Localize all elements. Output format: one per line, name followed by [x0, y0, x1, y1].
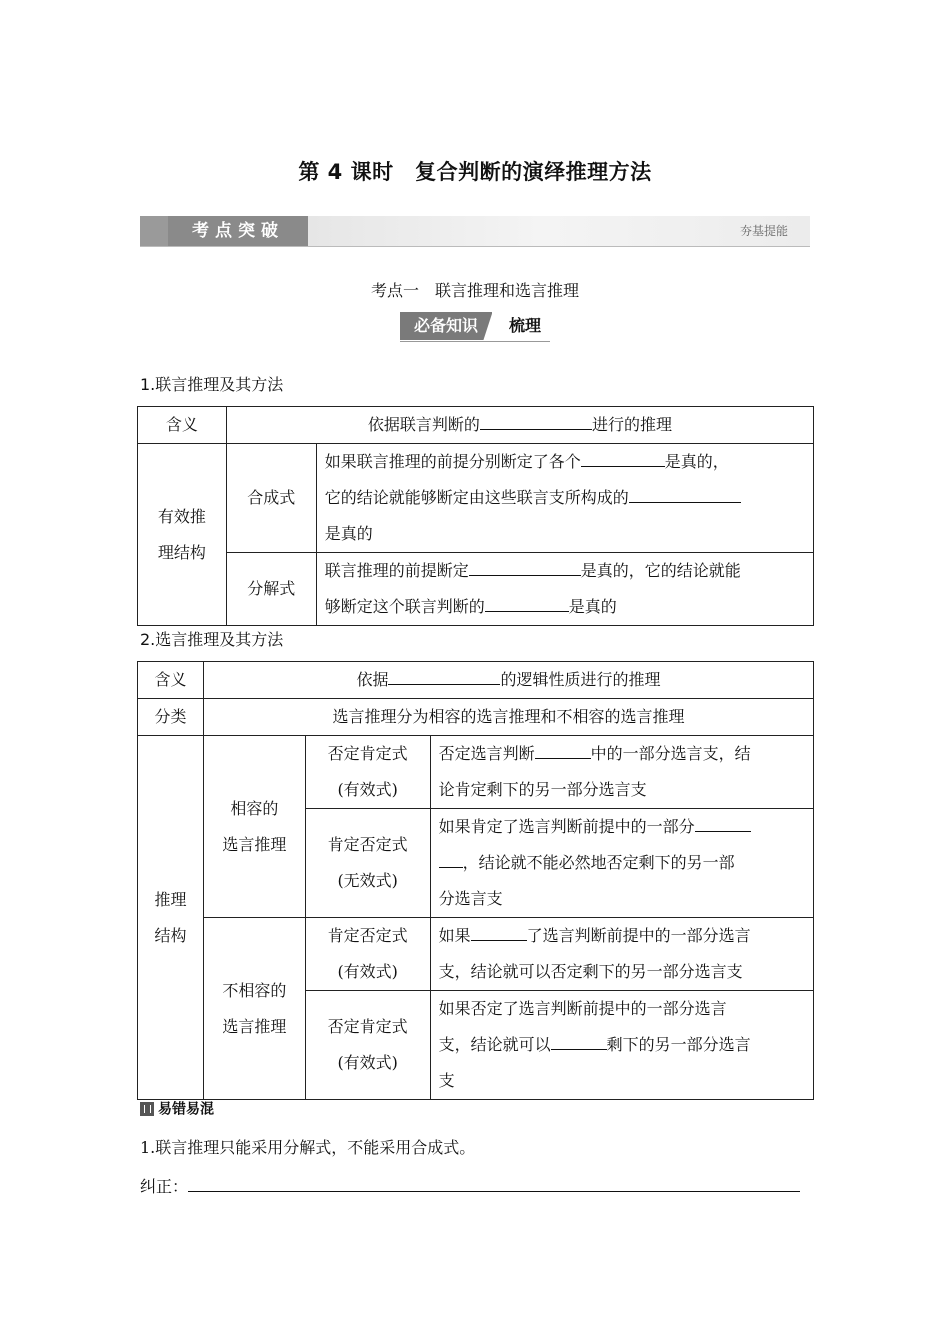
correction-blank	[188, 1173, 800, 1192]
error-prone-heading: 易错易混	[140, 1098, 214, 1119]
book-icon	[140, 1102, 154, 1116]
error-item-1: 1.联言推理只能采用分解式，不能采用合成式。	[140, 1138, 476, 1157]
section2-heading: 2.选言推理及其方法	[140, 630, 284, 649]
cell-rule-text: 如果肯定了选言判断前提中的一部分 ，结论就不能必然地否定剩下的另一部 分选言支	[430, 809, 813, 918]
cell-fenjie-label: 分解式	[226, 553, 316, 626]
cell-hecheng-label: 合成式	[226, 444, 316, 553]
cell-type: 否定肯定式 (有效式)	[305, 736, 430, 809]
cell-type: 肯定否定式 (有效式)	[305, 918, 430, 991]
banner-tab: 考点突破	[168, 216, 308, 246]
cell-struct-label: 推理 结构	[138, 736, 204, 1100]
knowledge-badge	[400, 312, 550, 340]
kaodian-heading: 考点一 联言推理和选言推理	[370, 281, 579, 300]
banner-right-label: 夯基提能	[739, 224, 788, 238]
cell-hecheng-text: 如果联言推理的前提分别断定了各个 是真的， 它的结论就能够断定由这些联言支所构成的 是真的	[316, 444, 813, 553]
section-banner	[140, 216, 810, 246]
knowledge-right: 梳理	[508, 316, 541, 335]
cell-type: 肯定否定式 (无效式)	[305, 809, 430, 918]
cell-struct-label: 有效推 理结构	[138, 444, 227, 626]
correction-label: 纠正：	[140, 1177, 189, 1196]
cell-rule-text: 如果 了选言判断前提中的一部分选言 支，结论就可以否定剩下的另一部分选言支	[430, 918, 813, 991]
cell-label: 分类	[138, 699, 204, 736]
cell-rule-text: 如果否定了选言判断前提中的一部分选言 支，结论就可以 剩下的另一部分选言 支	[430, 991, 813, 1100]
disjunction-table	[137, 661, 814, 1100]
cell-hanyi: 依据联言判断的 进行的推理	[226, 407, 813, 444]
cell-fenjie-text: 联言推理的前提断定 是真的，它的结论就能 够断定这个联言判断的 是真的	[316, 553, 813, 626]
cell-fenlei: 选言推理分为相容的选言推理和不相容的选言推理	[203, 699, 813, 736]
cell-xiangrong: 相容的 选言推理	[203, 736, 305, 918]
correction-line	[140, 1173, 812, 1197]
conjunction-table	[137, 406, 814, 626]
cell-type: 否定肯定式 (有效式)	[305, 991, 430, 1100]
cell-hanyi: 依据 的逻辑性质进行的推理	[203, 662, 813, 699]
section1-heading: 1.联言推理及其方法	[140, 375, 284, 394]
page-title: 第 4 课时 复合判断的演绎推理方法	[298, 160, 652, 184]
cell-label: 含义	[138, 407, 227, 444]
cell-label: 含义	[138, 662, 204, 699]
knowledge-left: 必备知识	[400, 312, 492, 340]
cell-rule-text: 否定选言判断 中的一部分选言支，结 论肯定剩下的另一部分选言支	[430, 736, 813, 809]
cell-buxiangrong: 不相容的 选言推理	[203, 918, 305, 1100]
